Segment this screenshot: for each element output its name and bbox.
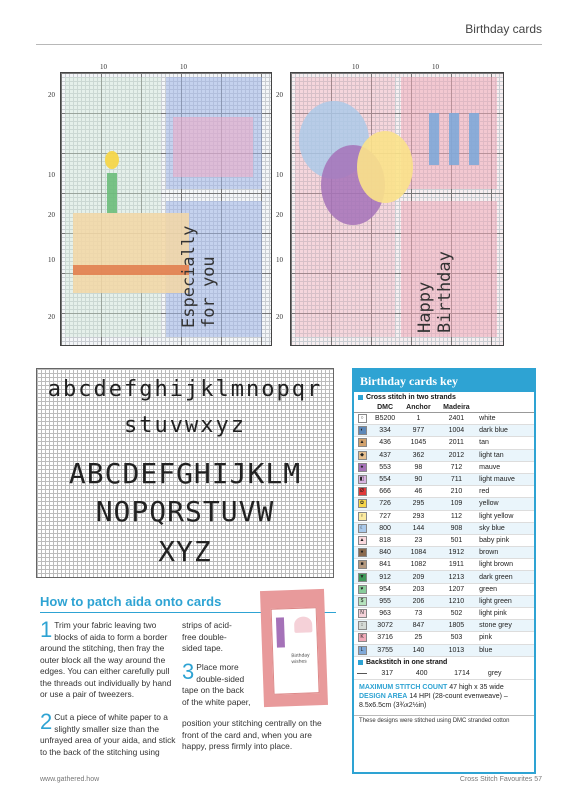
- col-madeira: Madeira: [437, 403, 476, 413]
- key-cell: stone grey: [476, 620, 534, 632]
- table-row: [354, 449, 534, 461]
- table-row: [354, 644, 534, 656]
- table-row: [354, 534, 534, 546]
- key-cell: 112: [437, 510, 476, 522]
- table-row: 317 400 1714 grey: [354, 668, 534, 680]
- key-cell: 554: [370, 473, 400, 485]
- step-2: 2 Cut a piece of white paper to a slightly smaller size than the unfrayed area of your aida, and stick to the back of the stitching using: [40, 709, 176, 757]
- cross-stitch-chart-cake: [60, 72, 272, 346]
- alphabet-lowercase-1: abcdefghijklmnopqr: [47, 377, 323, 402]
- color-swatch-icon: K: [358, 633, 367, 642]
- color-swatch-icon: ↕: [358, 621, 367, 630]
- present-icon: [173, 117, 253, 177]
- key-cell: 1911: [437, 559, 476, 571]
- tick-side: 10: [48, 256, 55, 264]
- key-cell: 908: [437, 522, 476, 534]
- color-swatch-icon: ▼: [358, 573, 367, 582]
- key-cell: 295: [400, 498, 437, 510]
- color-swatch-icon: ●: [358, 548, 367, 557]
- tick-side: 20: [48, 91, 55, 99]
- key-cell: 963: [370, 608, 400, 620]
- key-cell: 210: [437, 486, 476, 498]
- backstitch-heading: Backstitch in one strand: [354, 657, 534, 668]
- color-swatch-icon: ◐: [358, 426, 367, 435]
- flame-icon: [105, 151, 119, 169]
- key-cell: red: [476, 486, 534, 498]
- howto-title: How to patch aida onto cards: [40, 594, 222, 609]
- key-cell: 2012: [437, 449, 476, 461]
- key-cell: baby pink: [476, 534, 534, 546]
- key-cell: 140: [400, 644, 437, 656]
- alphabet-uppercase-2: NOPQRSTUVW: [95, 495, 275, 528]
- table-row: [354, 583, 534, 595]
- color-swatch-icon: ♠: [358, 463, 367, 472]
- key-cell: tan: [476, 437, 534, 449]
- chart-text: Especially for you: [179, 225, 219, 328]
- tick-side: 20: [276, 313, 283, 321]
- key-cell: 1082: [400, 559, 437, 571]
- key-cell: 1004: [437, 425, 476, 437]
- key-cell: brown: [476, 547, 534, 559]
- card-photo-inner: [271, 607, 320, 695]
- bullet-square-icon: [358, 660, 363, 665]
- tick-side: 10: [276, 256, 283, 264]
- key-cell: 912: [370, 571, 400, 583]
- key-cell: 502: [437, 608, 476, 620]
- tick-side: 20: [276, 211, 283, 219]
- step-3: 3 Place more double-sided tape on the back of the white paper,: [182, 659, 251, 707]
- key-cell: 46: [400, 486, 437, 498]
- cupcake-icon: [294, 616, 313, 633]
- key-cell: light pink: [476, 608, 534, 620]
- backstitch-table: [354, 668, 534, 680]
- section-title: Birthday cards: [465, 22, 542, 36]
- table-row: [354, 571, 534, 583]
- stitch-count: MAXIMUM STITCH COUNT 47 high x 35 wide DESIGN AREA 14 HPI (28-count evenweave) – 8.5x6.5cm (3¾x2½in): [359, 683, 508, 709]
- color-swatch-icon: ◧: [358, 475, 367, 484]
- color-swatch-icon: ☾: [358, 524, 367, 533]
- key-cell: B5200: [370, 413, 400, 425]
- color-swatch-icon: ♀: [358, 512, 367, 521]
- key-cell: 2011: [437, 437, 476, 449]
- key-cell: 1210: [437, 595, 476, 607]
- col-dmc: DMC: [370, 403, 400, 413]
- key-cell: 90: [400, 473, 437, 485]
- key-cell: 23: [400, 534, 437, 546]
- key-cell: light brown: [476, 559, 534, 571]
- key-cell: 144: [400, 522, 437, 534]
- key-cell: pink: [476, 632, 534, 644]
- candle-icon: [449, 113, 459, 165]
- alphabet-uppercase-1: ABCDEFGHIJKLM: [68, 457, 302, 490]
- table-row: [354, 608, 534, 620]
- tick-side: 20: [48, 211, 55, 219]
- candle-icon: [276, 617, 285, 647]
- key-cell: 1045: [400, 437, 437, 449]
- tick-side: 20: [276, 91, 283, 99]
- step-2-continued: strips of acid-free double-sided tape.: [182, 620, 232, 653]
- color-swatch-icon: ♥: [358, 585, 367, 594]
- tick-side: 10: [48, 171, 55, 179]
- key-cell: 73: [400, 608, 437, 620]
- alphabet-uppercase-3: XYZ: [158, 535, 212, 568]
- footer-page: Cross Stitch Favourites 57: [459, 776, 542, 783]
- key-cell: 3716: [370, 632, 400, 644]
- tick-top: 10: [100, 63, 107, 71]
- key-table: [354, 403, 534, 657]
- table-row: [354, 486, 534, 498]
- key-cell: 1805: [437, 620, 476, 632]
- key-cell: 800: [370, 522, 400, 534]
- key-cell: 1213: [437, 571, 476, 583]
- key-cell: 109: [437, 498, 476, 510]
- key-cell: light green: [476, 595, 534, 607]
- key-cell: 362: [400, 449, 437, 461]
- table-row: [354, 620, 534, 632]
- key-cell: light yellow: [476, 510, 534, 522]
- key-cell: 954: [370, 583, 400, 595]
- color-swatch-icon: ○: [358, 414, 367, 423]
- key-cell: 1084: [400, 547, 437, 559]
- key-cell: 334: [370, 425, 400, 437]
- key-cell: 98: [400, 461, 437, 473]
- color-swatch-icon: L: [358, 646, 367, 655]
- key-cell: 553: [370, 461, 400, 473]
- key-cell: 436: [370, 437, 400, 449]
- table-row: [354, 559, 534, 571]
- candle-icon: [107, 173, 117, 213]
- alphabet-lowercase-2: stuvwxyz: [124, 413, 246, 438]
- step-3-continued: position your stitching centrally on the front of the card and, when you are happy, press firmly into place.: [182, 718, 322, 751]
- table-row: [354, 595, 534, 607]
- table-row: [354, 425, 534, 437]
- thread-key: [352, 368, 536, 774]
- key-cell: mauve: [476, 461, 534, 473]
- tick-side: 10: [276, 171, 283, 179]
- table-row: [354, 473, 534, 485]
- color-swatch-icon: N: [358, 609, 367, 618]
- card-photo: [260, 589, 328, 707]
- color-swatch-icon: ▲: [358, 438, 367, 447]
- table-row: [354, 437, 534, 449]
- color-swatch-icon: $: [358, 597, 367, 606]
- candle-icon: [429, 113, 439, 165]
- tick-side: 20: [48, 313, 55, 321]
- key-cell: 727: [370, 510, 400, 522]
- cross-stitch-heading: Cross stitch in two strands: [354, 392, 534, 403]
- key-cell: 955: [370, 595, 400, 607]
- key-cell: 666: [370, 486, 400, 498]
- key-cell: 501: [437, 534, 476, 546]
- color-swatch-icon: ■: [358, 560, 367, 569]
- key-cell: 712: [437, 461, 476, 473]
- color-swatch-icon: ◆: [358, 451, 367, 460]
- key-cell: light mauve: [476, 473, 534, 485]
- key-rows: [354, 413, 534, 657]
- key-title: Birthday cards key: [354, 370, 534, 392]
- candle-icon: [469, 113, 479, 165]
- key-cell: 293: [400, 510, 437, 522]
- key-cell: 503: [437, 632, 476, 644]
- key-cell: 818: [370, 534, 400, 546]
- key-cell: 726: [370, 498, 400, 510]
- key-cell: 841: [370, 559, 400, 571]
- key-cell: dark green: [476, 571, 534, 583]
- header-rule: [36, 44, 542, 45]
- key-cell: 1912: [437, 547, 476, 559]
- color-swatch-icon: ▲: [358, 536, 367, 545]
- key-cell: dark blue: [476, 425, 534, 437]
- key-cell: 1: [400, 413, 437, 425]
- key-cell: 840: [370, 547, 400, 559]
- key-cell: yellow: [476, 498, 534, 510]
- key-note: These designs were stitched using DMC stranded cotton: [354, 715, 534, 726]
- key-cell: 1013: [437, 644, 476, 656]
- cross-stitch-chart-balloons: [290, 72, 504, 346]
- bullet-square-icon: [358, 395, 363, 400]
- table-row: [354, 510, 534, 522]
- key-cell: 977: [400, 425, 437, 437]
- backstitch-line-icon: [354, 668, 370, 680]
- key-cell: 3755: [370, 644, 400, 656]
- balloon-yellow-icon: [357, 131, 413, 203]
- key-cell: 437: [370, 449, 400, 461]
- key-cell: 203: [400, 583, 437, 595]
- key-cell: green: [476, 583, 534, 595]
- tick-top: 10: [352, 63, 359, 71]
- table-row: [354, 413, 534, 425]
- table-row: [354, 547, 534, 559]
- key-cell: sky blue: [476, 522, 534, 534]
- tick-top: 10: [180, 63, 187, 71]
- tick-top: 10: [432, 63, 439, 71]
- key-cell: 3072: [370, 620, 400, 632]
- footer-url: www.gathered.how: [40, 776, 100, 783]
- cake-slice-icon: [73, 213, 189, 293]
- table-row: [354, 461, 534, 473]
- table-row: [354, 522, 534, 534]
- photo-caption: Birthday wishes: [291, 652, 310, 666]
- key-cell: 206: [400, 595, 437, 607]
- color-swatch-icon: ✿: [358, 499, 367, 508]
- key-cell: 209: [400, 571, 437, 583]
- col-anchor: Anchor: [400, 403, 437, 413]
- key-cell: 25: [400, 632, 437, 644]
- key-cell: 1207: [437, 583, 476, 595]
- cake-filling: [73, 265, 189, 275]
- step-1: 1 Trim your fabric leaving two blocks of aida to form a border around the stitching, then fray the outer block all the way around the edges. You can either carefully pull the threads out individually by hand or use a pair of tweezers.: [40, 617, 172, 699]
- table-row: [354, 632, 534, 644]
- table-row: [354, 498, 534, 510]
- key-cell: 2401: [437, 413, 476, 425]
- key-cell: 711: [437, 473, 476, 485]
- key-cell: 847: [400, 620, 437, 632]
- key-cell: white: [476, 413, 534, 425]
- alphabet-chart: [36, 368, 334, 578]
- chart-text: Happy Birthday: [415, 251, 455, 333]
- key-cell: light tan: [476, 449, 534, 461]
- color-swatch-icon: Ø: [358, 487, 367, 496]
- key-cell: blue: [476, 644, 534, 656]
